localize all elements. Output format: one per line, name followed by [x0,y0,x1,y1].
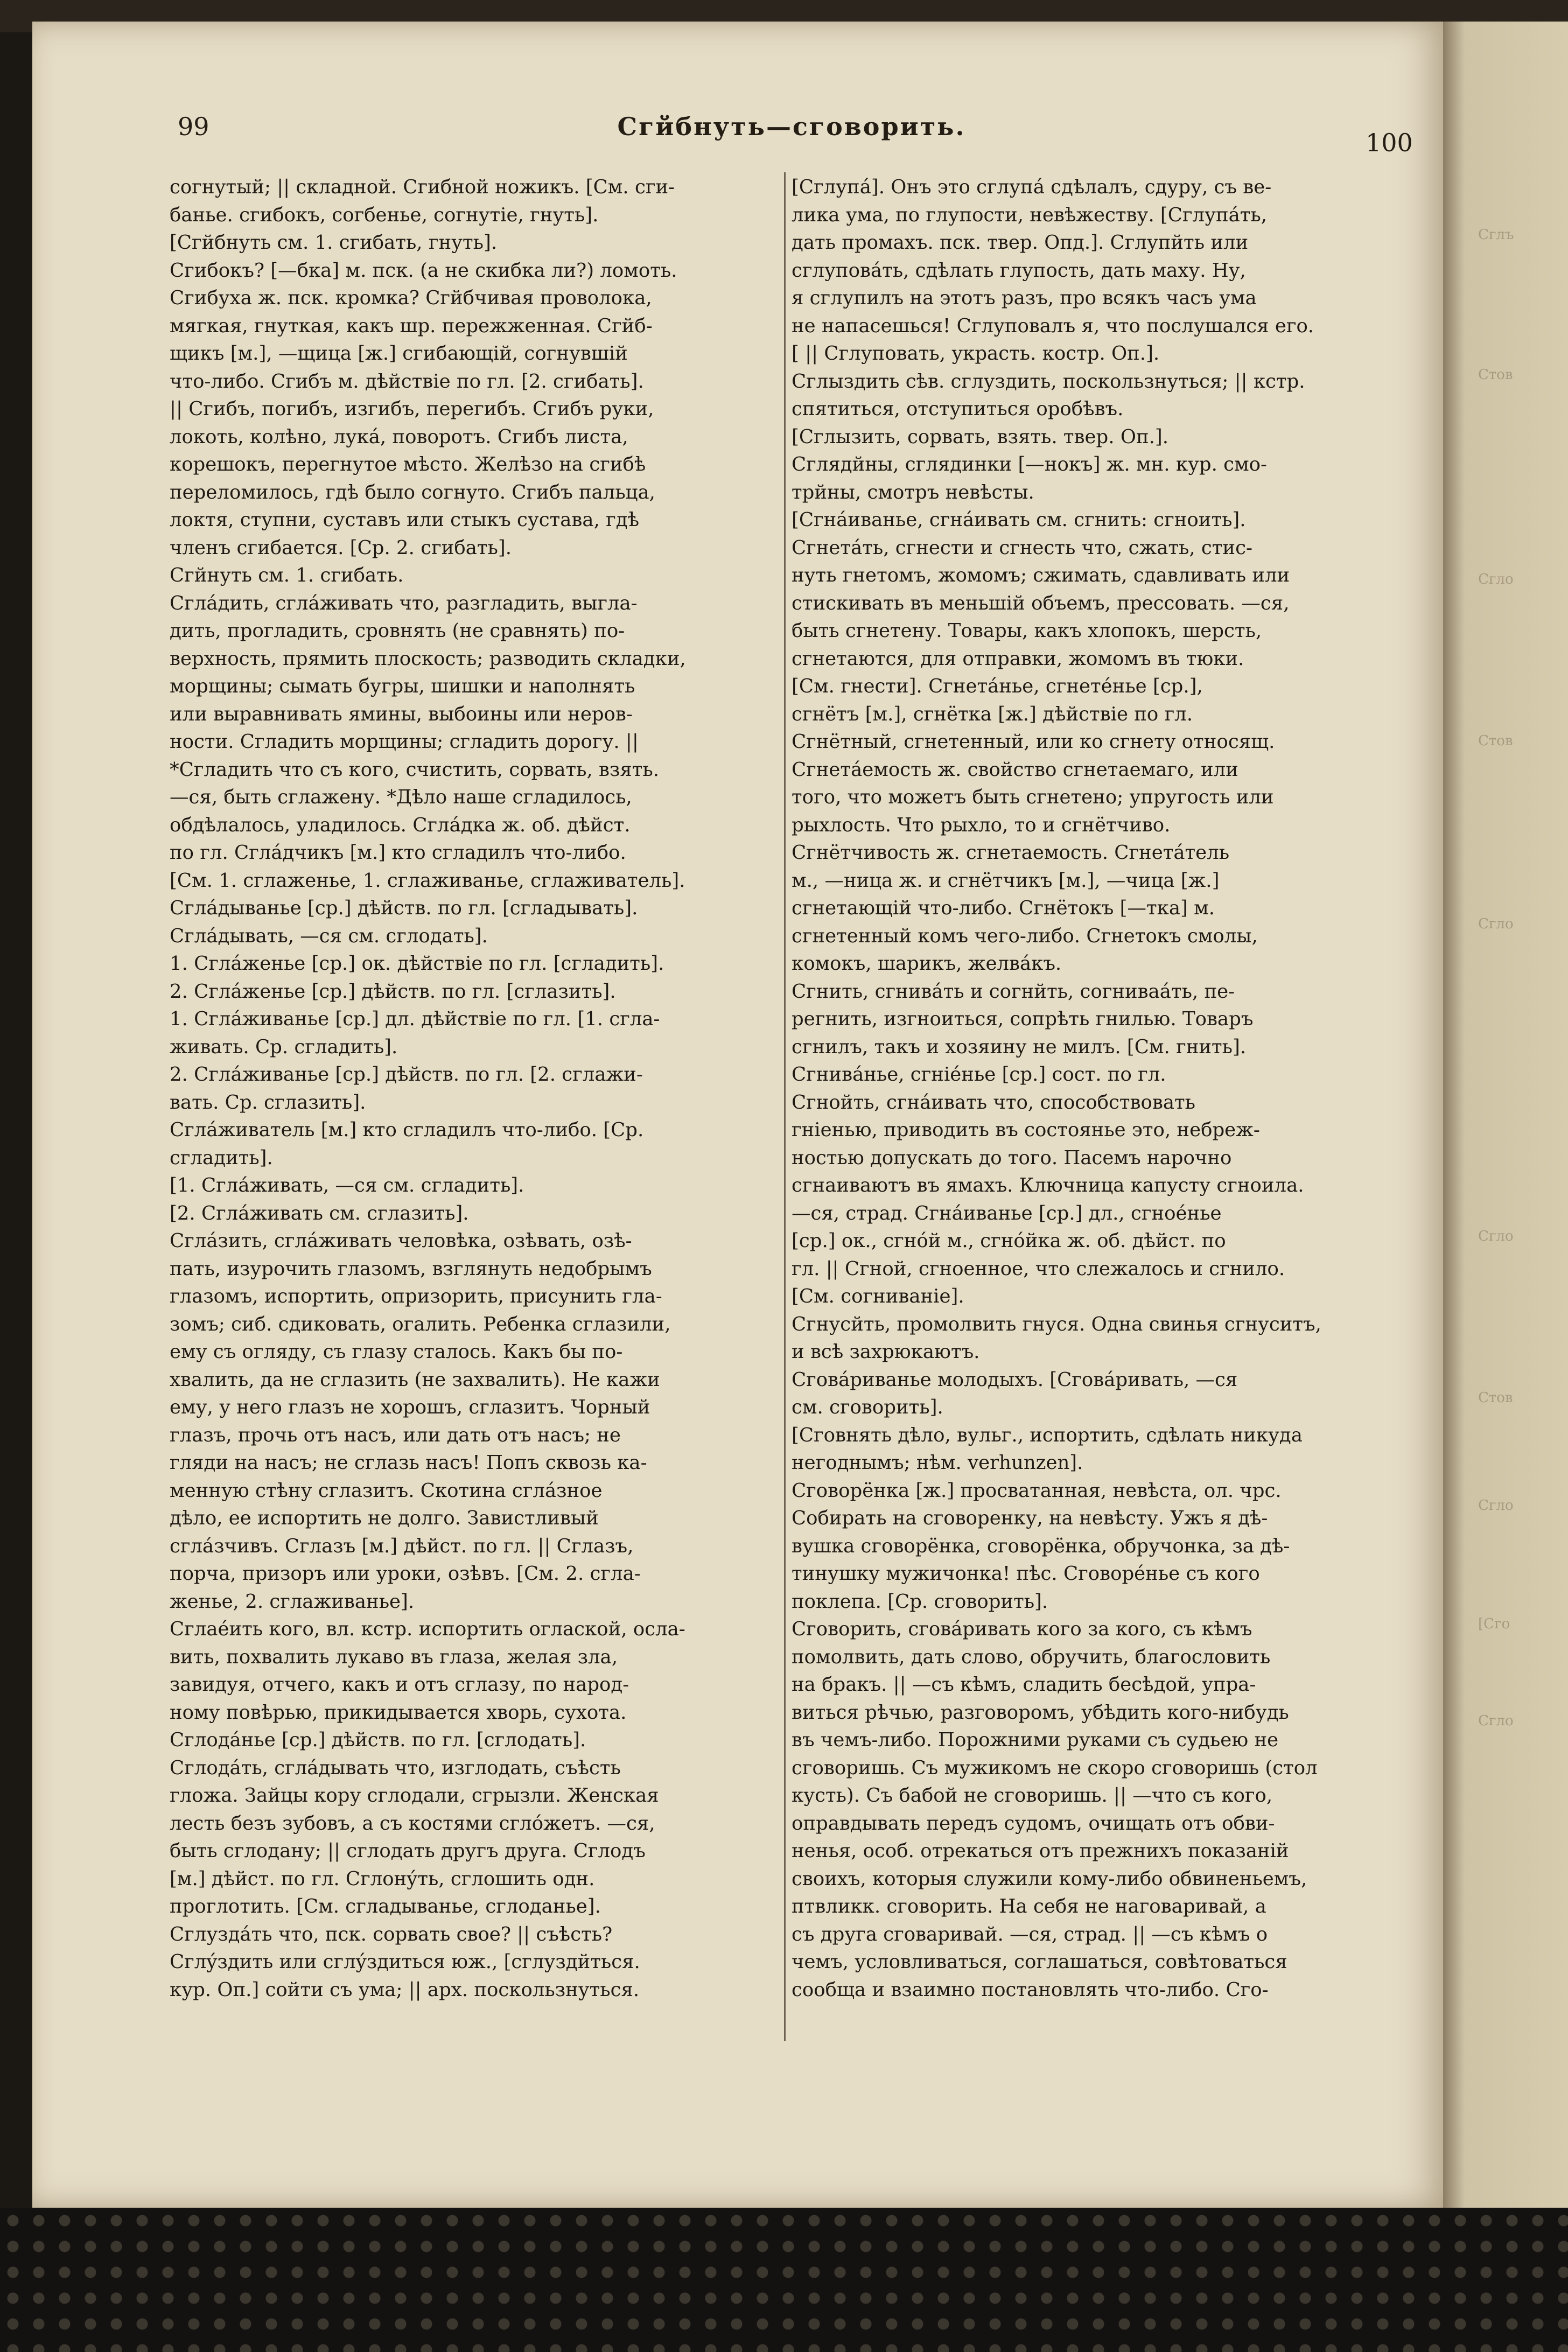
text-line: сообща и взаимно постановлять что-либо. Сго- [792,1978,1269,2001]
text-line: спятиться, отступиться оробѣвъ. [792,398,1124,420]
left-column [170,173,767,2004]
text-line: Сговáриванье молодыхъ. [Сговáривать, —ся [792,1368,1238,1391]
text-line: 2. Сглáживанье [ср.] дѣйств. по гл. [2. сглажи- [170,1063,643,1086]
text-line: [м.] дѣйст. по гл. Сглонýть, сглошить одн. [170,1867,595,1890]
text-line: порча, призоръ или уроки, озѣвъ. [См. 2. сгла- [170,1563,641,1585]
text-line: согнутый; || складной. Сгибной ножикъ. [См. сги- [170,176,675,198]
text-line: Сглыздить сѣв. сглуздить, поскользнуться; || кстр. [792,370,1305,393]
text-line: ненья, особ. отрекаться отъ прежнихъ показаній [792,1840,1289,1862]
text-line: кусть). Съ бабой не сговоришь. || —что съ кого, [792,1784,1273,1807]
text-line: ному повѣрью, прикидывается хворь, сухота. [170,1701,627,1724]
text-line: переломилось, гдѣ было согнуто. Сгибъ пальца, [170,481,655,503]
text-line: —ся, быть сглажену. *Дѣло наше сгладилось, [170,786,632,808]
page-number-left: 99 [178,112,209,141]
text-line: Сглядйны, сглядинки [—нокъ] ж. мн. кур. смо- [792,453,1268,475]
text-line: я сглупилъ на этотъ разъ, про всякъ часъ ума [792,287,1257,309]
text-line: [ср.] ок., сгнóй м., сгнóйка ж. об. дѣйст. по [792,1230,1226,1252]
text-line: сгладить]. [170,1146,273,1169]
text-line: своихъ, которыя служили кому-либо обвиненьемъ, [792,1867,1307,1890]
text-line: см. сговорить]. [792,1396,943,1418]
adjacent-page-fragment: Сгло [1478,1228,1514,1244]
text-line: гніенью, приводить въ состоянье это, небреж- [792,1119,1260,1141]
text-line: лика ума, по глупости, невѣжеству. [Сглупáть, [792,204,1268,226]
text-line: ему съ огляду, съ глазу сталось. Какъ бы по- [170,1341,623,1363]
text-line: Сглáдыванье [ср.] дѣйств. по гл. [сглaдывать]. [170,897,638,919]
text-line: членъ сгибается. [Ср. 2. сгибать]. [170,536,512,559]
text-line: глазомъ, испортить, опризорить, присунить гла- [170,1285,662,1307]
text-line: Сглодáнье [ср.] дѣйств. по гл. [сглодать]. [170,1729,586,1751]
text-line: Сгибуха ж. пск. кромка? Сгйбчивая проволока, [170,287,652,309]
text-line: тинушку мужичонка! пѣс. Сговорéнье съ кого [792,1563,1260,1585]
text-line: Сглáзить, сглáживать человѣка, озѣвать, озѣ- [170,1230,632,1252]
right-column [792,173,1389,2004]
text-line: сгнетающій что-либо. Сгнётокъ [—тка] м. [792,897,1215,919]
text-line: быть сгнетену. Товары, какъ хлопокъ, шерсть, [792,620,1262,642]
text-line: того, что можетъ быть сгнетено; упругость или [792,786,1274,808]
text-line: 1. Сглáживанье [ср.] дл. дѣйствіе по гл. [1. сгла- [170,1008,660,1030]
text-line: на бракъ. || —съ кѣмъ, сладить бесѣдой, упра- [792,1674,1256,1696]
text-line: живать. Ср. сгладить]. [170,1035,398,1058]
text-line: [См. 1. сглаженье, 1. сглаживанье, сглаживатель]. [170,869,685,892]
text-line: въ чемъ-либо. Порожними руками съ судьею не [792,1729,1279,1751]
scanner-background-bottom [0,2208,1568,2352]
text-line: трйны, смотръ невѣсты. [792,481,1034,503]
text-line: нуть гнетомъ, жомомъ; сжимать, сдавливать или [792,564,1290,586]
text-line: гляди на насъ; не сглазь насъ! Попъ сквозь ка- [170,1452,647,1474]
text-line: птвликк. сговорить. На себя не наговаривай, а [792,1895,1266,1917]
text-line: дить, прогладить, сровнять (не сравнять) по- [170,620,625,642]
text-line: Сгнусйть, промолвить гнуся. Одна свинья сгнуситъ, [792,1313,1321,1335]
text-line: вать. Ср. сглазить]. [170,1091,366,1114]
text-line: лесть безъ зубовъ, а съ костями сглóжетъ. —ся, [170,1812,655,1835]
text-line: сгнилъ, такъ и хозяину не милъ. [См. гнить]. [792,1035,1247,1058]
text-line: [Сговнять дѣло, вульг., испортить, сдѣлать никуда [792,1424,1303,1446]
text-line: зомъ; сиб. сдиковать, огалить. Ребенка сглазили, [170,1313,671,1335]
text-line: Сгнивáнье, сгнiéнье [ср.] сост. по гл. [792,1063,1166,1086]
text-line: менную стѣну сглазитъ. Скотина сглáзное [170,1479,603,1502]
adjacent-page-fragment: Сгло [1478,1713,1514,1729]
text-line: [Сглупá]. Онъ это сглупá сдѣлалъ, сдуру, съ ве- [792,176,1272,198]
adjacent-page-fragment: Сглъ [1478,227,1514,243]
column-divider [784,172,786,2041]
text-line: [См. согниванiе]. [792,1285,964,1307]
text-line: 2. Сглáженье [ср.] дѣйств. по гл. [сглазить]. [170,980,616,1003]
text-line: глазъ, прочь отъ насъ, или дать отъ насъ; не [170,1424,621,1446]
text-line: сгнаиваютъ въ ямахъ. Ключница капусту сгноила. [792,1174,1304,1196]
text-line: Собирать на сговоренку, на невѣсту. Ужъ я дѣ- [792,1507,1268,1529]
text-line: вить, похвалить лукаво въ глаза, желая зла, [170,1646,618,1668]
text-line: сгнетаются, для отправки, жомомъ въ тюки. [792,647,1244,670]
text-line: негоднымъ; нѣм. verhunzen]. [792,1452,1083,1474]
text-line: Сгнойть, сгнáивать что, способствовать [792,1091,1195,1114]
text-line: ностью допускать до того. Пасемъ нарочно [792,1146,1232,1169]
adjacent-page-fragment: Стов [1478,733,1513,749]
text-line: Сгнетáть, сгнести и сгнесть что, сжать, стис- [792,536,1252,559]
text-line: || Сгибъ, погибъ, изгибъ, перегибъ. Сгибъ руки, [170,398,654,420]
text-line: Сгнётчивость ж. сгнетаемость. Сгнетáтель [792,842,1230,864]
text-line: Сглуздáть что, пск. сорвать свое? || съѣсть? [170,1923,613,1945]
text-line: регнить, изгноиться, сопрѣть гнилью. Товаръ [792,1008,1254,1030]
text-line: женье, 2. сглаживанье]. [170,1590,415,1613]
text-line: —ся, страд. Сгнáиванье [ср.] дл., сгноéнье [792,1202,1222,1224]
text-line: дать промахъ. пск. твер. Опд.]. Сглупйть или [792,232,1249,254]
text-line: Сглáдывать, —ся см. сглодать]. [170,925,488,947]
text-line: виться рѣчью, разговоромъ, убѣдить кого-нибудь [792,1701,1289,1724]
text-line: обдѣлалось, уладилось. Сглáдка ж. об. дѣйст. [170,814,631,836]
page-number-right: 100 [1366,128,1413,157]
text-line: быть сглодану; || сглодать другъ друга. Сглодъ [170,1840,646,1862]
text-line: не напасешься! Сглуповалъ я, что послушался его. [792,314,1314,337]
text-line: сговоришь. Съ мужикомъ не скоро сговоришь (стол [792,1756,1318,1779]
text-line: хвалить, да не сглазить (не захвалить). Не кажи [170,1368,660,1391]
text-line: дѣло, ее испортить не долго. Завистливый [170,1507,599,1529]
text-line: по гл. Сглáдчикъ [м.] кто сгладилъ что-либо. [170,842,626,864]
text-line: *Сгладить что съ кого, счистить, сорвать, взять. [170,758,660,781]
text-line: Сгйнуть см. 1. сгибать. [170,564,404,586]
adjacent-page-fragment: Сгло [1478,916,1514,932]
text-line: проглотить. [См. сглaдыванье, сглоданье]. [170,1895,601,1917]
text-line: м., —ница ж. и сгнётчикъ [м.], —чица [ж.] [792,869,1220,892]
text-line: вушка сговорёнка, сговорёнка, обручонка, за дѣ- [792,1535,1290,1557]
text-line: [1. Сглáживать, —ся см. сгладить]. [170,1174,524,1196]
text-line: сглáзчивъ. Сглазъ [м.] дѣйст. по гл. || Сглазъ, [170,1535,634,1557]
text-line: Сглодáть, сглáдывать что, изглодать, съѣсть [170,1756,621,1779]
text-line: Сглáдить, сглáживать что, разгладить, выгла- [170,592,638,614]
text-line: помолвить, дать слово, обручить, благословить [792,1646,1271,1668]
running-head: Сгйбнуть—сговорить. [617,112,966,141]
text-line: [Сгнáиванье, сгнáивать см. сгнить: сгноить]. [792,509,1246,531]
text-line: или выравнивать ямины, выбоины или неров- [170,703,633,725]
text-line: чемъ, условливаться, соглашаться, совѣтоваться [792,1951,1287,1973]
text-line: поклепа. [Ср. сговорить]. [792,1590,1048,1613]
text-line: [См. гнести]. Сгнетáнье, сгнетéнье [ср.], [792,675,1203,697]
adjacent-page-edge [1443,22,1568,2208]
text-line: ности. Сгладить морщины; сгладить дорогу. || [170,731,639,753]
text-line: [ || Сглуповать, украсть. костр. Оп.]. [792,342,1160,365]
text-line: Сгнётный, сгнетенный, или ко сгнету относящ. [792,731,1275,753]
text-line: морщины; сымать бугры, шишки и наполнять [170,675,635,697]
text-line: ему, у него глазъ не хорошъ, сглазитъ. Чорный [170,1396,650,1418]
text-line: завидуя, отчего, какъ и отъ сглазу, по народ- [170,1674,629,1696]
text-line: щикъ [м.], —щица [ж.] сгибающій, согнувшій [170,342,628,365]
text-line: [Сгйбнуть см. 1. сгибать, гнуть]. [170,232,498,254]
text-line: стискивать въ меньшій объемъ, прессовать. —ся, [792,592,1290,614]
text-line: Сглаéить кого, вл. кстр. испортить оглаской, осла- [170,1618,685,1640]
text-line: Сглýздить или сглýздиться юж., [сглуздйться. [170,1951,640,1973]
text-line: и всѣ захрюкаютъ. [792,1341,980,1363]
adjacent-page-fragment: Стов [1478,1390,1513,1406]
text-line: банье. сгибокъ, согбенье, согнутіе, гнуть]. [170,204,599,226]
text-line: гложа. Зайцы кору сглодали, сгрызли. Женская [170,1784,659,1807]
text-line: Сговорить, сговáривать кого за кого, съ кѣмъ [792,1618,1252,1640]
text-line: Сгнетáемость ж. свойство сгнетаемаго, или [792,758,1238,781]
text-line: Сговорёнка [ж.] просватанная, невѣста, ол. чрс. [792,1479,1282,1502]
text-line: [Сглызить, сорвать, взять. твер. Оп.]. [792,425,1169,448]
text-line: Сглáживатель [м.] кто сгладилъ что-либо. [Ср. [170,1119,644,1141]
text-line: Сгибокъ? [—бка] м. пск. (а не скибка ли?) ломоть. [170,259,677,282]
adjacent-page-fragment: Сгло [1478,571,1514,587]
text-line: корешокъ, перегнутое мѣсто. Желѣзо на сгибѣ [170,453,646,475]
adjacent-page-fragment: Сгло [1478,1497,1514,1514]
text-line: верхность, прямить плоскость; разводить складки, [170,647,686,670]
text-line: сгнётъ [м.], сгнётка [ж.] дѣйствіе по гл. [792,703,1193,725]
text-line: кур. Оп.] сойти съ ума; || арх. поскользнуться. [170,1978,640,2001]
text-line: комокъ, шарикъ, желвáкъ. [792,953,1062,975]
adjacent-page-fragment: Стов [1478,367,1513,383]
text-line: гл. || Сгной, сгноенное, что слежалось и сгнило. [792,1257,1285,1280]
text-line: [2. Сглáживать см. сглазить]. [170,1202,469,1224]
text-line: что-либо. Сгибъ м. дѣйствіе по гл. [2. сгибать]. [170,370,644,393]
text-line: съ друга сговаривай. —ся, страд. || —съ кѣмъ о [792,1923,1268,1945]
text-line: Сгнить, сгнивáть и согнйть, согниваáть, пе- [792,980,1235,1003]
text-line: пать, изурочить глазомъ, взглянуть недобрымъ [170,1257,652,1280]
text-line: сгнетенный комъ чего-либо. Сгнетокъ смолы, [792,925,1258,947]
text-line: локоть, колѣно, лукá, поворотъ. Сгибъ листа, [170,425,628,448]
text-line: рыхлость. Что рыхло, то и сгнётчиво. [792,814,1171,836]
text-line: мягкая, гнуткая, какъ шр. пережженная. Сгйб- [170,314,653,337]
text-line: оправдывать передъ судомъ, очищать отъ обви- [792,1812,1275,1835]
text-line: 1. Сглáженье [ср.] ок. дѣйствіе по гл. [сгладить]. [170,953,664,975]
text-line: локтя, ступни, суставъ или стыкъ сустава, гдѣ [170,509,640,531]
adjacent-page-fragment: [Сго [1478,1616,1510,1632]
text-line: сглуповáть, сдѣлать глупость, дать маху. Ну, [792,259,1246,282]
